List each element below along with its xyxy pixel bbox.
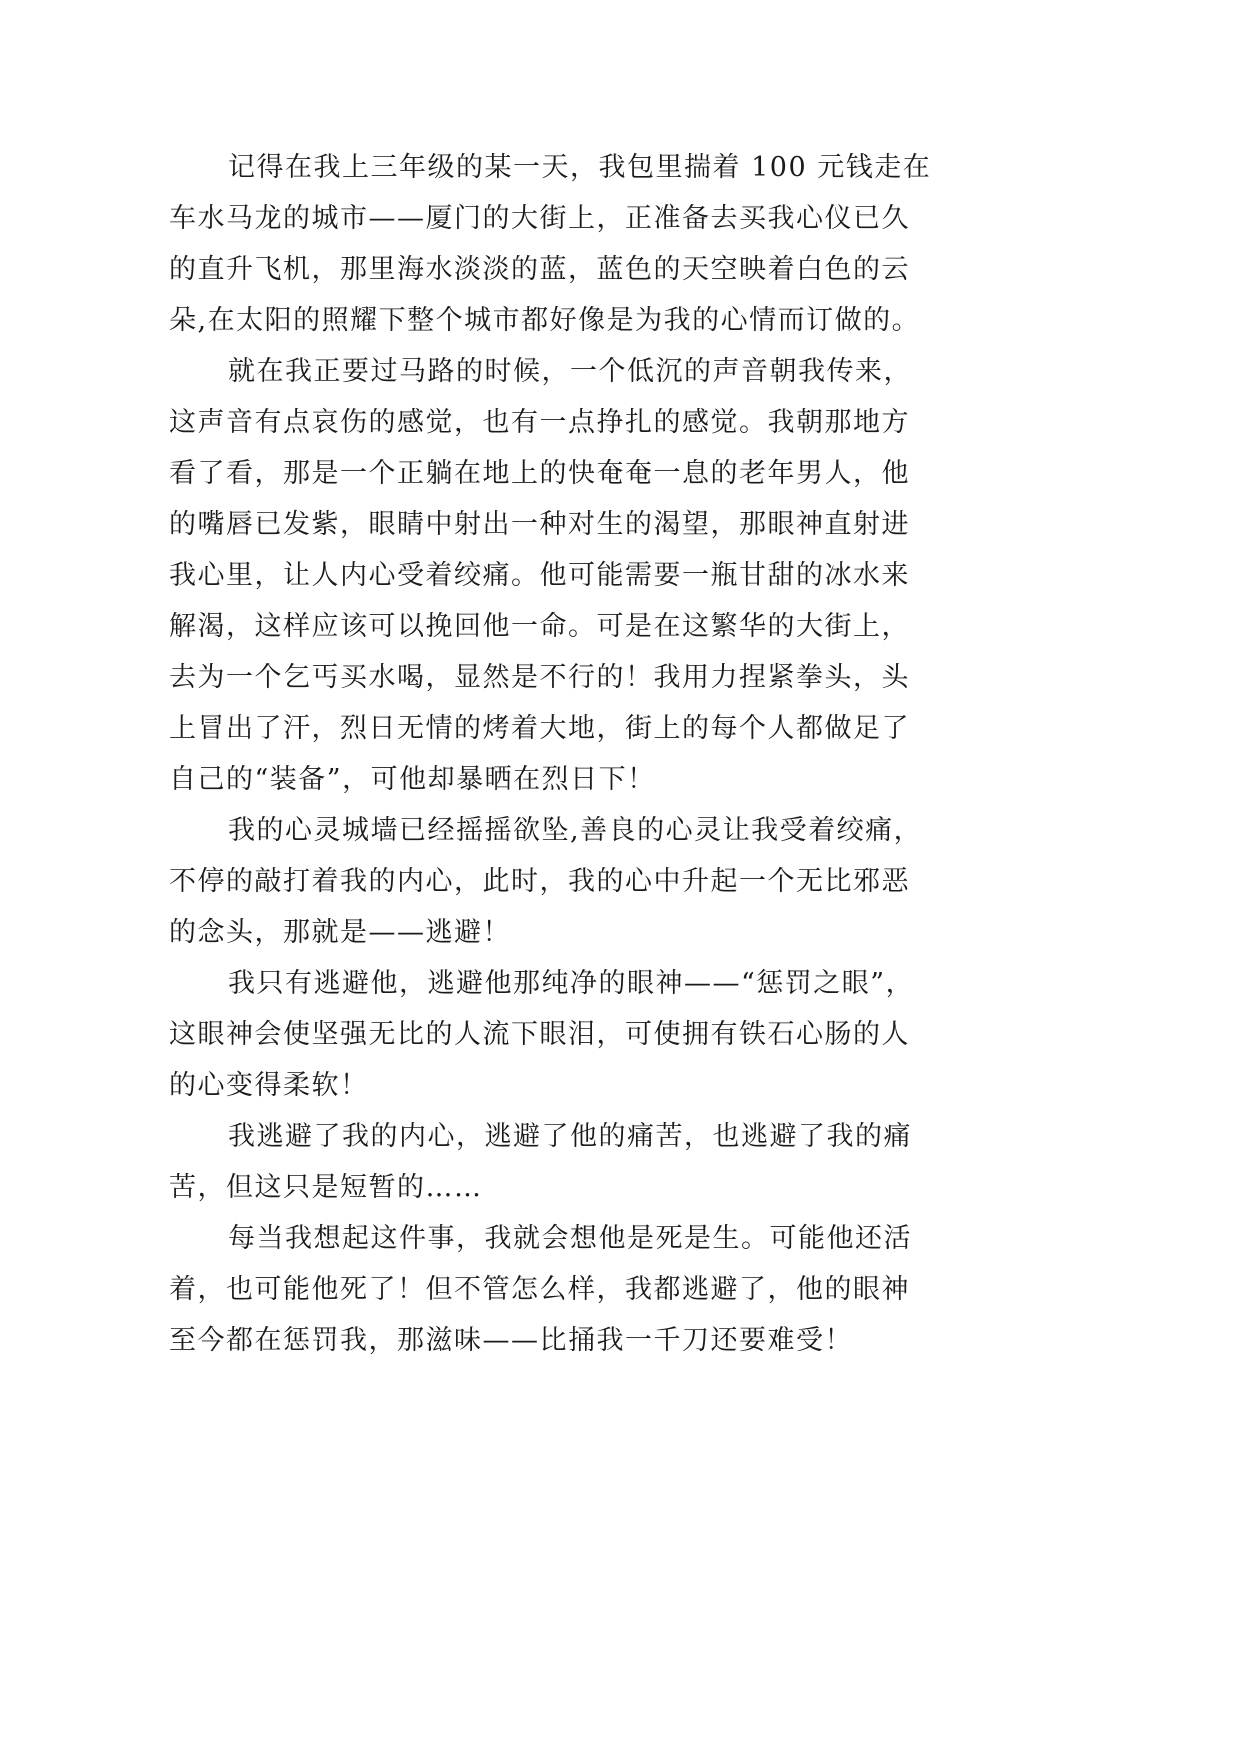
text-line: 苦，但这只是短暂的…… [169, 1172, 483, 1203]
text-line: 车水马龙的城市——厦门的大街上，正准备去买我心仪已久 [169, 203, 910, 234]
text-line: 记得在我上三年级的某一天，我包里揣着 100 元钱走在 [228, 152, 932, 183]
text-line: 不停的敲打着我的内心，此时，我的心中升起一个无比邪恶 [169, 866, 910, 897]
text-line: 自己的“装备”，可他却暴晒在烈日下！ [169, 764, 656, 795]
text-line: 着，也可能他死了！但不管怎么样，我都逃避了，他的眼神 [169, 1274, 910, 1305]
text-line: 看了看，那是一个正躺在地上的快奄奄一息的老年男人，他 [169, 458, 910, 489]
text-line: 至今都在惩罚我，那滋味——比捅我一千刀还要难受！ [169, 1325, 853, 1356]
text-line: 这声音有点哀伤的感觉，也有一点挣扎的感觉。我朝那地方 [169, 407, 910, 438]
text-line: 的直升飞机，那里海水淡淡的蓝，蓝色的天空映着白色的云 [169, 254, 910, 285]
text-line: 每当我想起这件事，我就会想他是死是生。可能他还活 [228, 1223, 912, 1254]
text-line: 我心里，让人内心受着绞痛。他可能需要一瓶甘甜的冰水来 [169, 560, 910, 591]
text-line: 就在我正要过马路的时候，一个低沉的声音朝我传来， [228, 356, 912, 387]
text-line: 我只有逃避他，逃避他那纯净的眼神——“惩罚之眼”， [228, 968, 915, 999]
text-line: 解渴，这样应该可以挽回他一命。可是在这繁华的大街上， [169, 611, 910, 642]
paragraph-4 [169, 958, 949, 1111]
paragraph-5 [169, 1111, 949, 1213]
text-line: 我逃避了我的内心，逃避了他的痛苦，也逃避了我的痛 [228, 1121, 912, 1152]
paragraph-3 [169, 805, 949, 958]
text-line: 这眼神会使坚强无比的人流下眼泪，可使拥有铁石心肠的人 [169, 1019, 910, 1050]
text-line: 我的心灵城墙已经摇摇欲坠,善良的心灵让我受着绞痛， [228, 815, 923, 846]
text-line: 去为一个乞丐买水喝，显然是不行的！我用力捏紧拳头，头 [169, 662, 910, 693]
text-line: 的心变得柔软！ [169, 1070, 369, 1101]
paragraph-6 [169, 1213, 949, 1366]
text-line: 朵,在太阳的照耀下整个城市都好像是为我的心情而订做的。 [169, 305, 921, 336]
paragraph-2 [169, 346, 949, 805]
paragraph-1 [169, 142, 949, 346]
document-body [169, 142, 949, 1366]
text-line: 上冒出了汗，烈日无情的烤着大地，街上的每个人都做足了 [169, 713, 910, 744]
text-line: 的嘴唇已发紫，眼睛中射出一种对生的渴望，那眼神直射进 [169, 509, 910, 540]
text-line: 的念头，那就是——逃避！ [169, 917, 511, 948]
